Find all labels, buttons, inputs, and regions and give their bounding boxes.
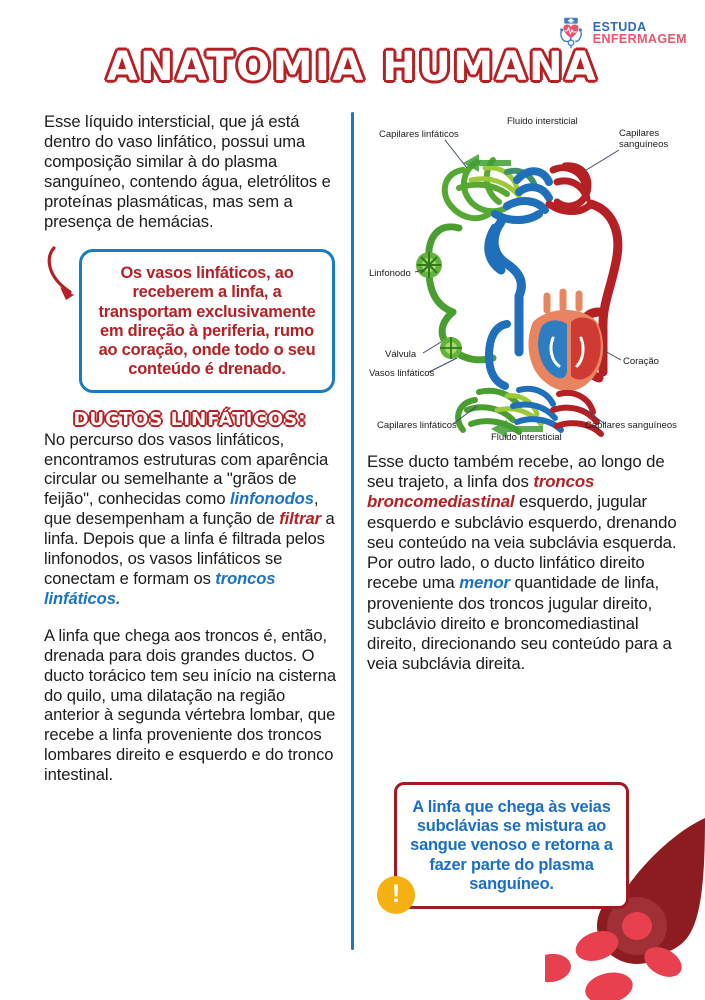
label-fluido-intersticial-top: Fluido intersticial [507, 116, 578, 127]
right-paragraph-1 [367, 452, 677, 675]
label-valvula: Válvula [385, 349, 417, 360]
term-menor: menor [459, 573, 510, 593]
rp1-part-3: quantidade de linfa, proveniente dos troncos jugular direito, subclávio direito e broncomediastinal direito, direcionando seu conteúdo para a veia subclávia direita. [367, 573, 672, 674]
page-title-wrapper [0, 44, 705, 90]
column-divider [351, 112, 354, 950]
rp1-part-2: esquerdo, jugular esquerdo e subclávio esquerdo, drenando seu conteúdo na veia subclávia esquerda. Por outro lado, o ducto linfático direito recebe uma [367, 492, 677, 593]
term-linfonodos: linfonodos [230, 489, 314, 509]
callout-subclavian-veins [391, 782, 629, 909]
left-paragraph-1: Esse líquido intersticial, que já está dentro do vaso linfático, possui uma composição similar à do plasma sanguíneo, contendo água, eletrólitos e proteínas plasmáticas, mas sem a presença de hemácias. [44, 112, 331, 231]
heart-illustration [529, 310, 604, 391]
left-paragraph-3: A linfa que chega aos troncos é, então, drenada para dois grandes ductos. O ducto torácico tem seu início na cisterna do quilo, uma dilatação na região anterior à segunda vértebra lombar, que recebe a linfa proveniente dos troncos lombares direito e esquerdo e do tronco intestinal. [44, 625, 336, 785]
label-coracao: Coração [623, 356, 659, 367]
callout-subclavian-veins-text: A linfa que chega às veias subclávias se mistura ao sangue venoso e retorna a fazer parte do plasma sanguíneo. [410, 798, 613, 893]
term-troncos-linfaticos: troncos linfáticos. [44, 568, 276, 608]
left-paragraph-2 [44, 430, 336, 609]
label-capilares-sanguineos-top-1: Capilares [619, 128, 660, 139]
rp1-part-1: Esse ducto também recebe, ao longo de seu trajeto, a linfa dos [367, 452, 665, 492]
exclamation-badge-icon: ! [377, 876, 415, 914]
lp2-part-3: a linfa. Depois que a linfa é filtrada pelos linfonodos, os vasos linfáticos se conectam e formam os [44, 509, 335, 588]
section-heading-ductos-linfaticos: DUCTOS LINFÁTICOS: [73, 408, 307, 430]
logo-text-enfermagem: ENFERMAGEM [592, 32, 687, 46]
callout-lymphatic-vessels-text: Os vasos linfáticos, ao receberem a linfa, a transportam exclusivamente em direção à periferia, rumo ao coração, onde todo o seu conteúdo é drenado. [98, 264, 316, 378]
label-vasos-linfaticos: Vasos linfáticos [369, 368, 435, 379]
lp2-part-1: No percurso dos vasos linfáticos, encontramos estruturas com aparência circular ou semelhante a "grãos de feijão", conhecidas como [44, 429, 329, 509]
label-capilares-linfaticos-bottom: Capilares linfáticos [377, 420, 457, 431]
label-capilares-sanguineos-top-2: sanguíneos [619, 139, 669, 150]
label-linfonodo: Linfonodo [369, 268, 411, 279]
logo-text-estuda: ESTUDA [592, 19, 647, 34]
lymphatic-circulatory-system-diagram [367, 110, 677, 440]
label-fluido-intersticial-bottom: Fluido intersticial [491, 432, 562, 440]
label-capilares-sanguineos-bottom: Capilares sanguíneos [585, 420, 677, 431]
term-filtrar: filtrar [279, 509, 321, 529]
page-title: ANATOMIA HUMANA [106, 44, 599, 90]
left-column [44, 112, 336, 785]
lp2-part-2: , que desempenham a função de [44, 489, 319, 529]
label-capilares-linfaticos-top: Capilares linfáticos [379, 129, 459, 140]
lymph-node-icon-2 [440, 337, 462, 359]
lymph-node-icon [416, 252, 442, 278]
term-troncos-broncomediastinal: troncos broncomediastinal [367, 472, 595, 512]
callout-lymphatic-vessels [79, 249, 335, 392]
right-column [367, 110, 677, 908]
curved-arrow-icon [44, 242, 92, 312]
